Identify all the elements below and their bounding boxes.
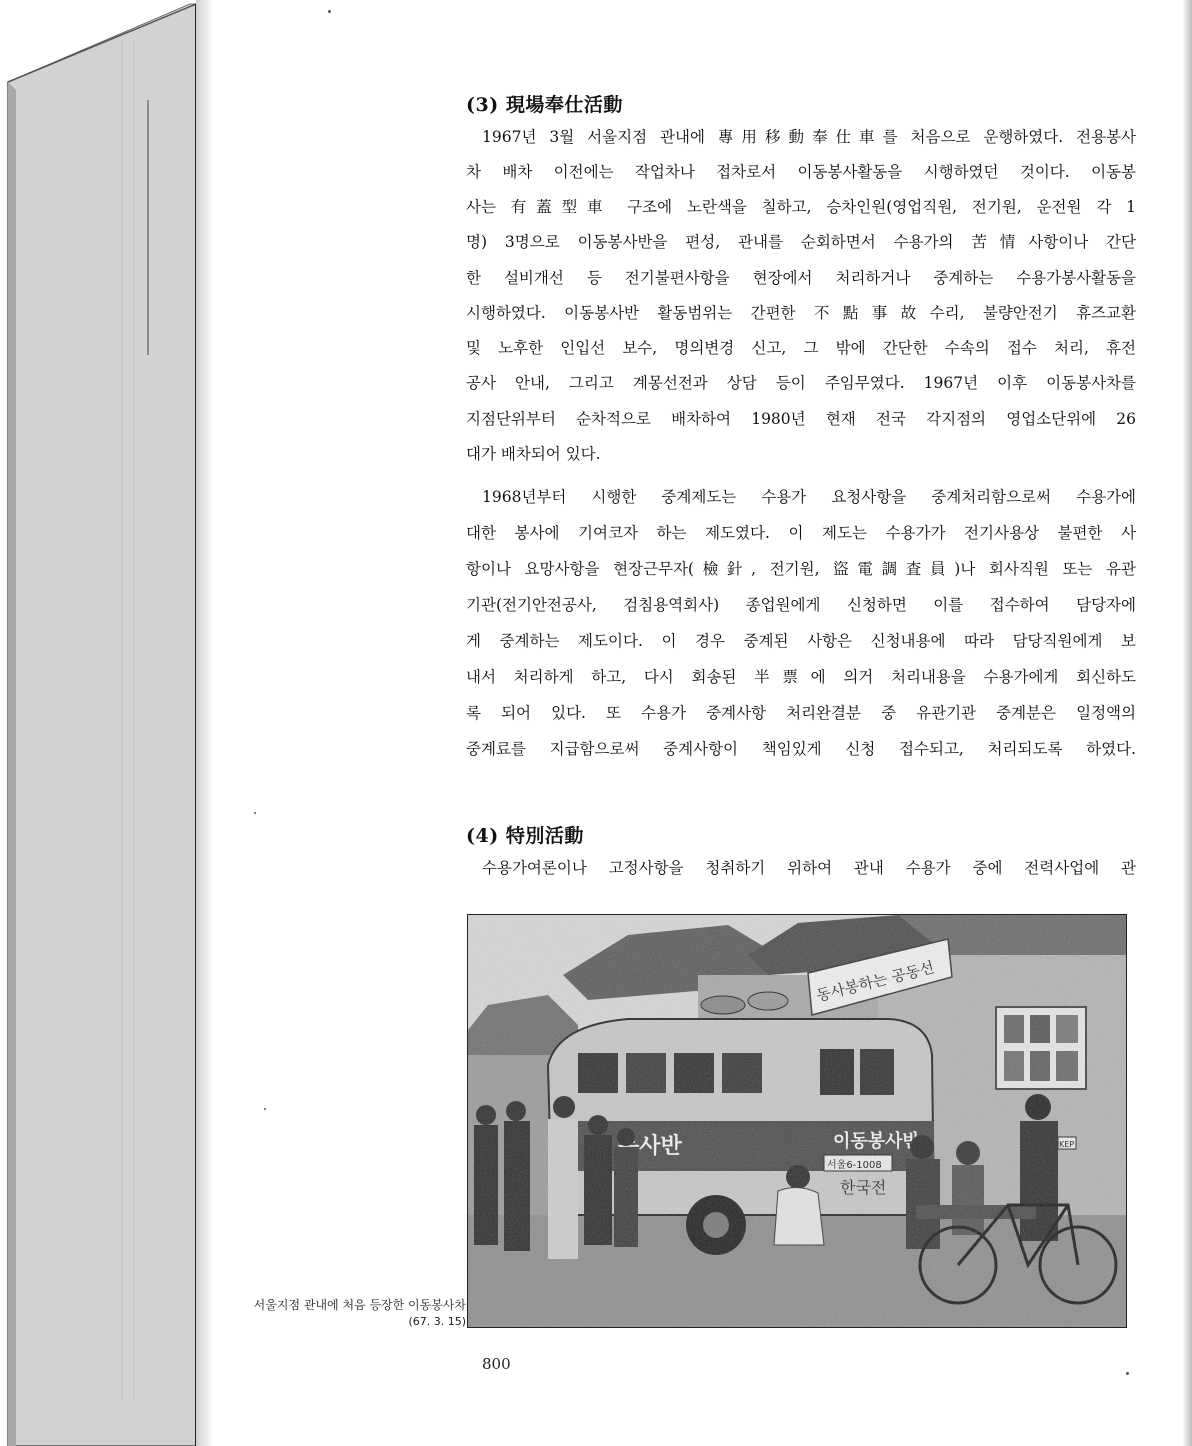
gutter-shadow	[196, 0, 214, 1446]
paragraph-line: 사는 有蓋型車 구조에 노란색을 칠하고, 승차인원(영업직원, 전기원, 운전원 각 1	[466, 198, 1136, 216]
book-spine-face	[8, 4, 196, 1446]
paragraph-line: 명) 3명으로 이동봉사반을 편성, 관내를 순회하면서 수용가의 苦情사항이나 간단	[466, 233, 1136, 251]
photo-caption	[254, 1296, 466, 1328]
photo-caption-line: 서울지점 관내에 처음 등장한 이동봉사차	[253, 1298, 466, 1312]
paragraph-line: 게 중계하는 제도이다. 이 경우 중계된 사항은 신청내용에 따라 담당직원에게 보	[466, 632, 1136, 650]
paragraph-line: 내서 처리하게 하고, 다시 회송된 半票에 의거 처리내용을 수용가에게 회신하도	[466, 668, 1136, 686]
paragraph-line: 중계료를 지급함으로써 중계사항이 책임있게 신청 접수되고, 처리되도록 하였다.	[466, 740, 1136, 758]
paragraph-line: 항이나 요망사항을 현장근무자(檢針, 전기원, 盜電調査員)나 회사직원 또는 유관	[466, 560, 1136, 578]
book-page	[196, 0, 1192, 1446]
paragraph-line: 록 되어 있다. 또 수용가 중계사항 처리완결분 중 유관기관 중계분은 일정액의	[466, 704, 1136, 722]
paragraph-line: 1967년 3월 서울지점 관내에 專用移動奉仕車를 처음으로 운행하였다. 전용봉사	[482, 128, 1136, 146]
book-spine	[0, 0, 200, 1446]
paragraph-line: 지점단위부터 순차적으로 배차하여 1980년 현재 전국 각지점의 영업소단위에 26	[466, 410, 1136, 428]
paragraph-line: 시행하였다. 이동봉사반 활동범위는 간편한 不點事故수리, 불량안전기 휴즈교환	[466, 304, 1136, 322]
paragraph-line: 대가 배차되어 있다.	[466, 445, 601, 463]
page-number: 800	[482, 1355, 511, 1373]
paragraph-line: 대한 봉사에 기여코자 하는 제도였다. 이 제도는 수용가가 전기사용상 불편한 사	[466, 524, 1136, 542]
paragraph-line: 한 설비개선 등 전기불편사항을 현장에서 처리하거나 중계하는 수용가봉사활동을	[466, 269, 1136, 287]
photo-caption-date: (67. 3. 15)	[408, 1315, 466, 1328]
paragraph-line: 기관(전기안전공사, 검침용역회사) 종업원에게 신청하면 이를 접수하여 담당자에	[466, 596, 1136, 614]
paragraph-line: 및 노후한 인입선 보수, 명의변경 신고, 그 밖에 간단한 수속의 접수 처리, 휴전	[466, 339, 1136, 357]
paragraph-line: 차 배차 이전에는 작업차나 접차로서 이동봉사활동을 시행하였던 것이다. 이동봉	[466, 163, 1136, 181]
page-edge-shadow	[1182, 0, 1192, 1446]
paragraph-line: 공사 안내, 그리고 계몽선전과 상담 등이 주임무였다. 1967년 이후 이동봉사차를	[466, 374, 1136, 392]
section-4-heading: (4) 特別活動	[466, 825, 584, 847]
photo-mobile-service-bus	[467, 914, 1127, 1328]
paragraph-line: 1968년부터 시행한 중계제도는 수용가 요청사항을 중계처리함으로써 수용가에	[482, 488, 1136, 506]
photo-illustration	[468, 915, 1126, 1327]
section-3-heading: (3) 現場奉仕活動	[466, 94, 623, 116]
book-spine-side	[8, 82, 16, 1446]
paragraph-line: 수용가여론이나 고정사항을 청취하기 위하여 관내 수용가 중에 전력사업에 관	[482, 859, 1136, 877]
